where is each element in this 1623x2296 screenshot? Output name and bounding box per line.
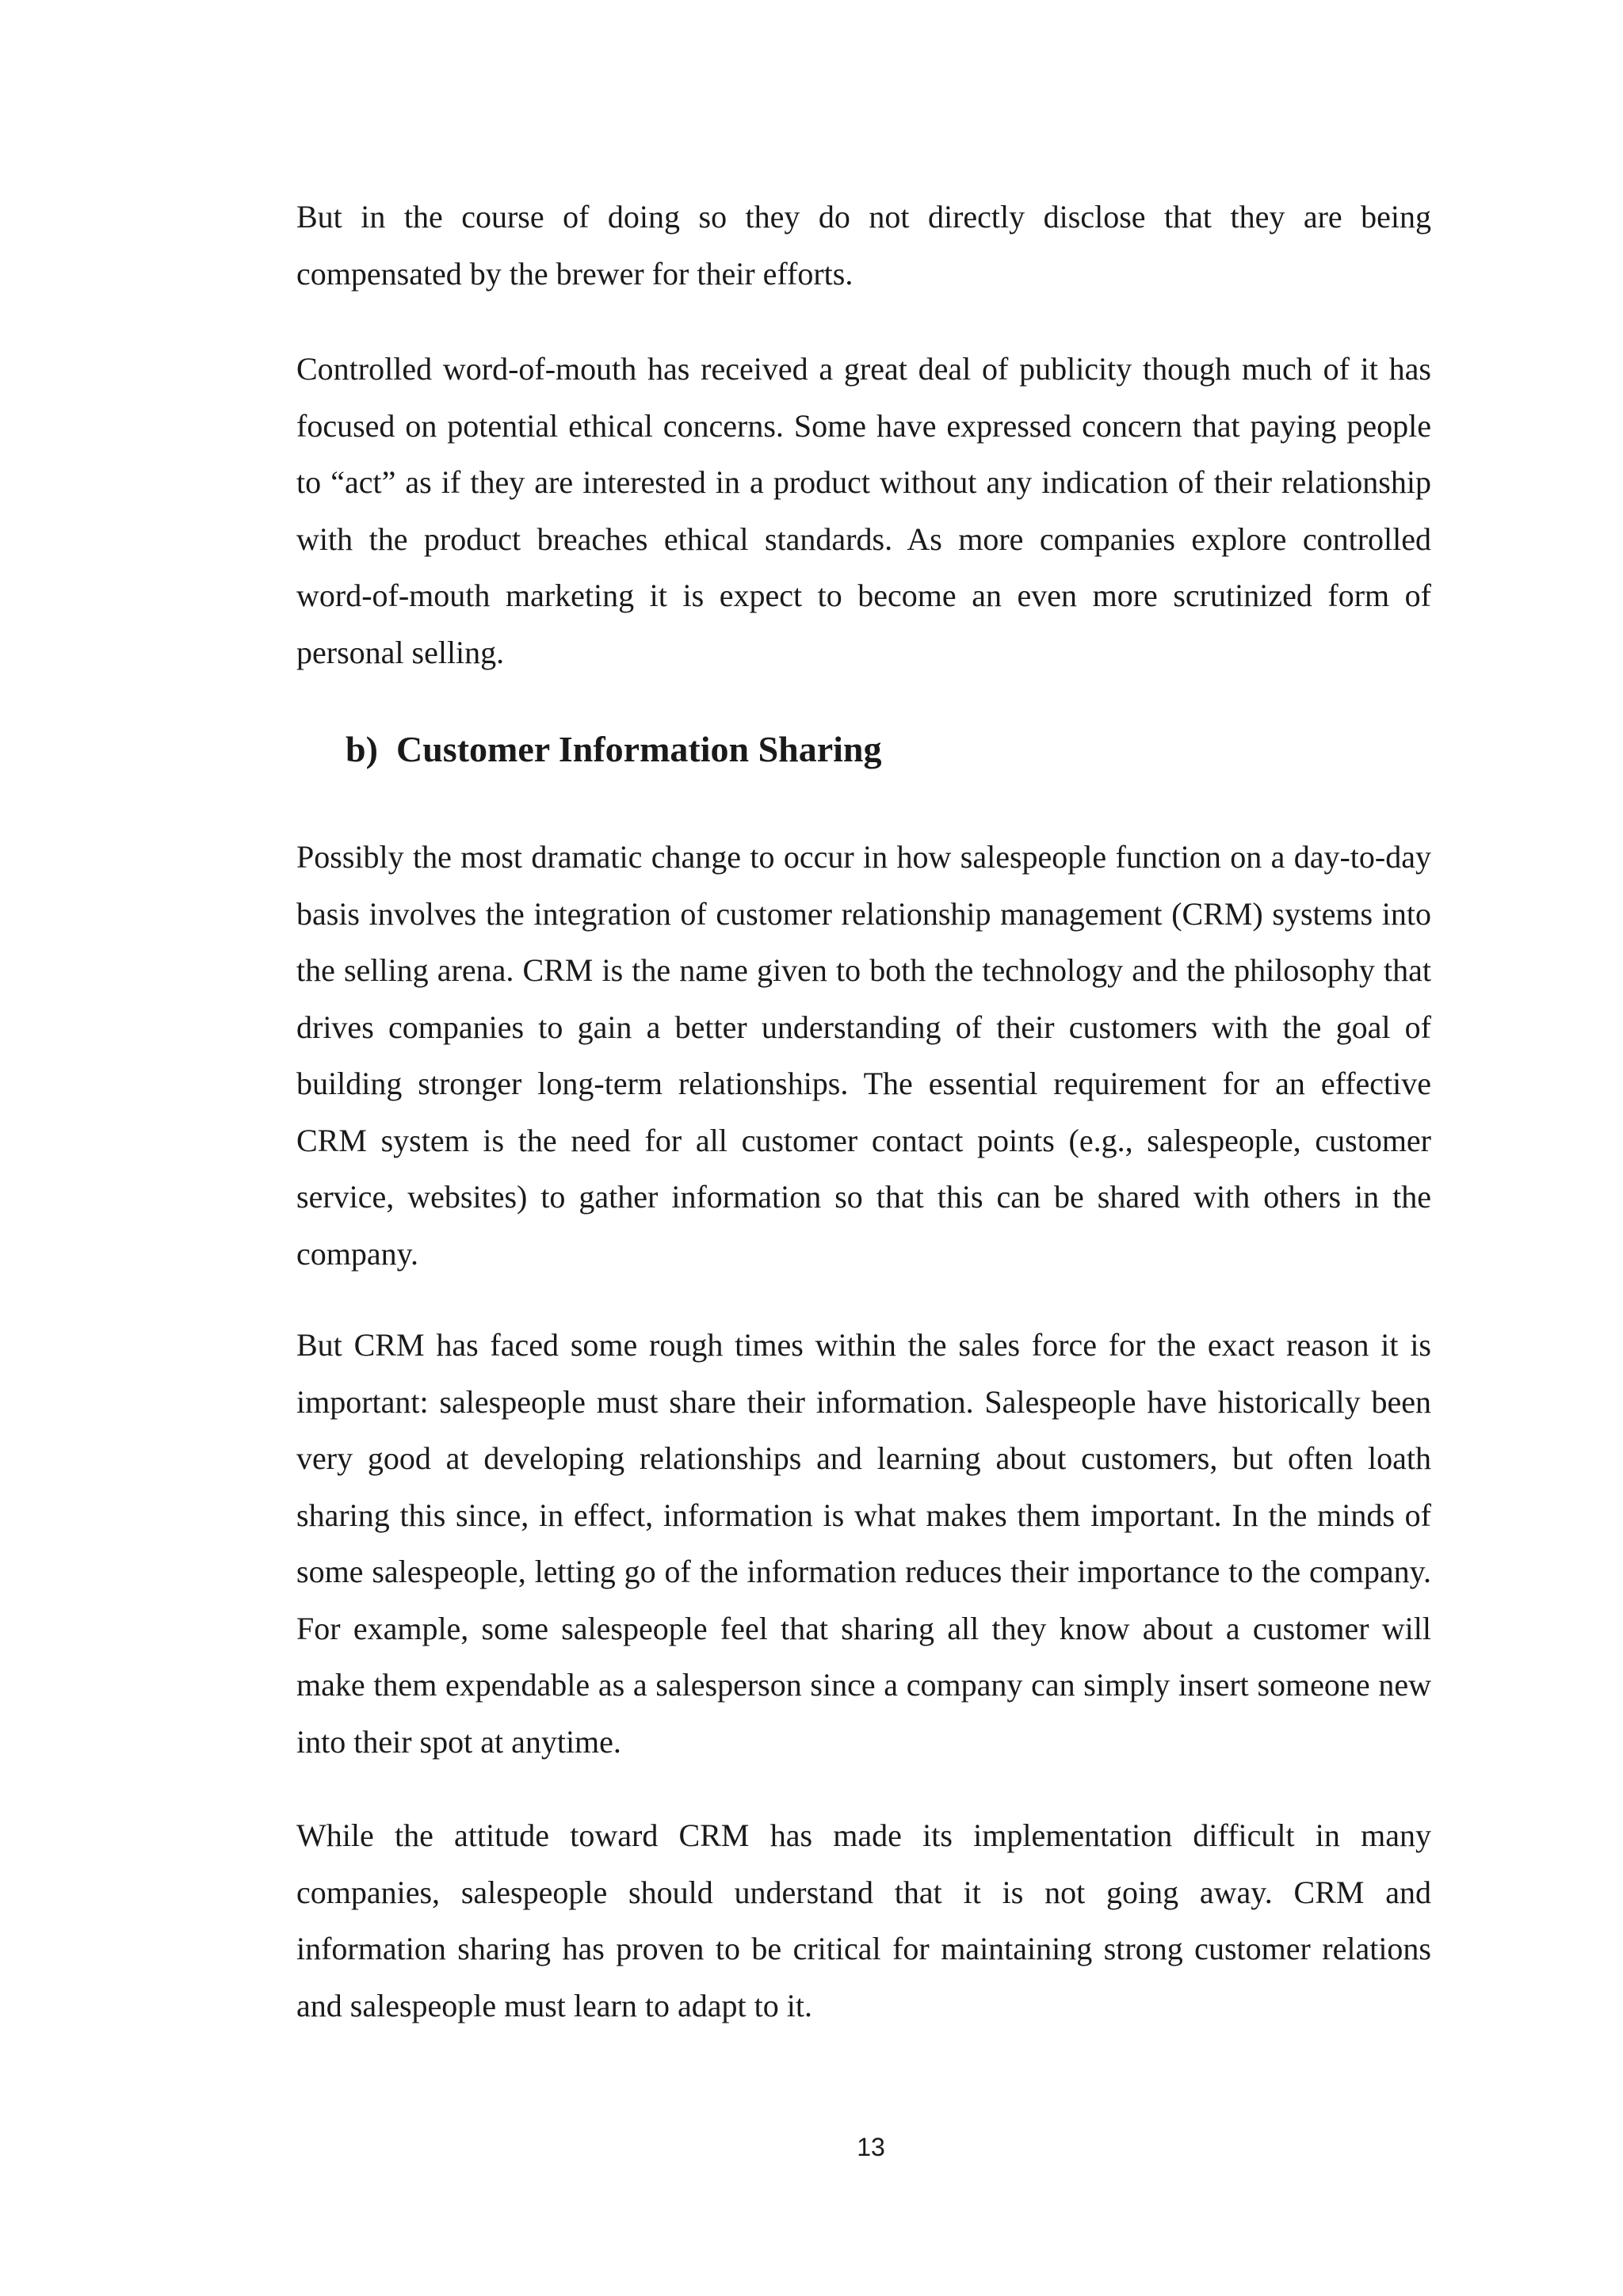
page-number: 13 [857, 2133, 885, 2161]
section-heading-title: Customer Information Sharing [396, 729, 882, 769]
body-paragraph: Possibly the most dramatic change to occur in how salespeople function on a day-to-day basis involves the integration of customer relationship management (CRM) systems into the selling arena. CRM is the name given to both the technology and the philosophy that drives companies to gain a better understanding of their customers with the goal of building stronger long-term relationships. The essential requirement for an effective CRM system is the need for all customer contact points (e.g., salespeople, customer service, websites) to gather information so that this can be shared with others in the company. [296, 839, 1431, 1272]
body-paragraph: While the attitude toward CRM has made its implementation difficult in many companies, salespeople should understand that it is not going away. CRM and information sharing has proven to be critical for maintaining strong customer relations and salespeople must learn to adapt to it. [296, 1817, 1431, 2023]
section-heading-marker: b) [346, 729, 378, 769]
body-paragraph: But in the course of doing so they do not directly disclose that they are being compensated by the brewer for their efforts. [296, 199, 1431, 292]
section-heading [346, 721, 882, 778]
body-paragraph: Controlled word-of-mouth has received a great deal of publicity though much of it has focused on potential ethical concerns. Some have expressed concern that paying people to “act” as if they are interested in a product without any indication of their relationship with the product breaches ethical standards. As more companies explore controlled word-of-mouth marketing it is expect to become an even more scrutinized form of personal selling. [296, 351, 1431, 670]
body-paragraph: But CRM has faced some rough times within the sales force for the exact reason it is important: salespeople must share their information. Salespeople have historically been very good at developing relationships and learning about customers, but often loath sharing this since, in effect, information is what makes them important. In the minds of some salespeople, letting go of the information reduces their importance to the company. For example, some salespeople feel that sharing all they know about a customer will make them expendable as a salesperson since a company can simply insert someone new into their spot at anytime. [296, 1327, 1431, 1760]
